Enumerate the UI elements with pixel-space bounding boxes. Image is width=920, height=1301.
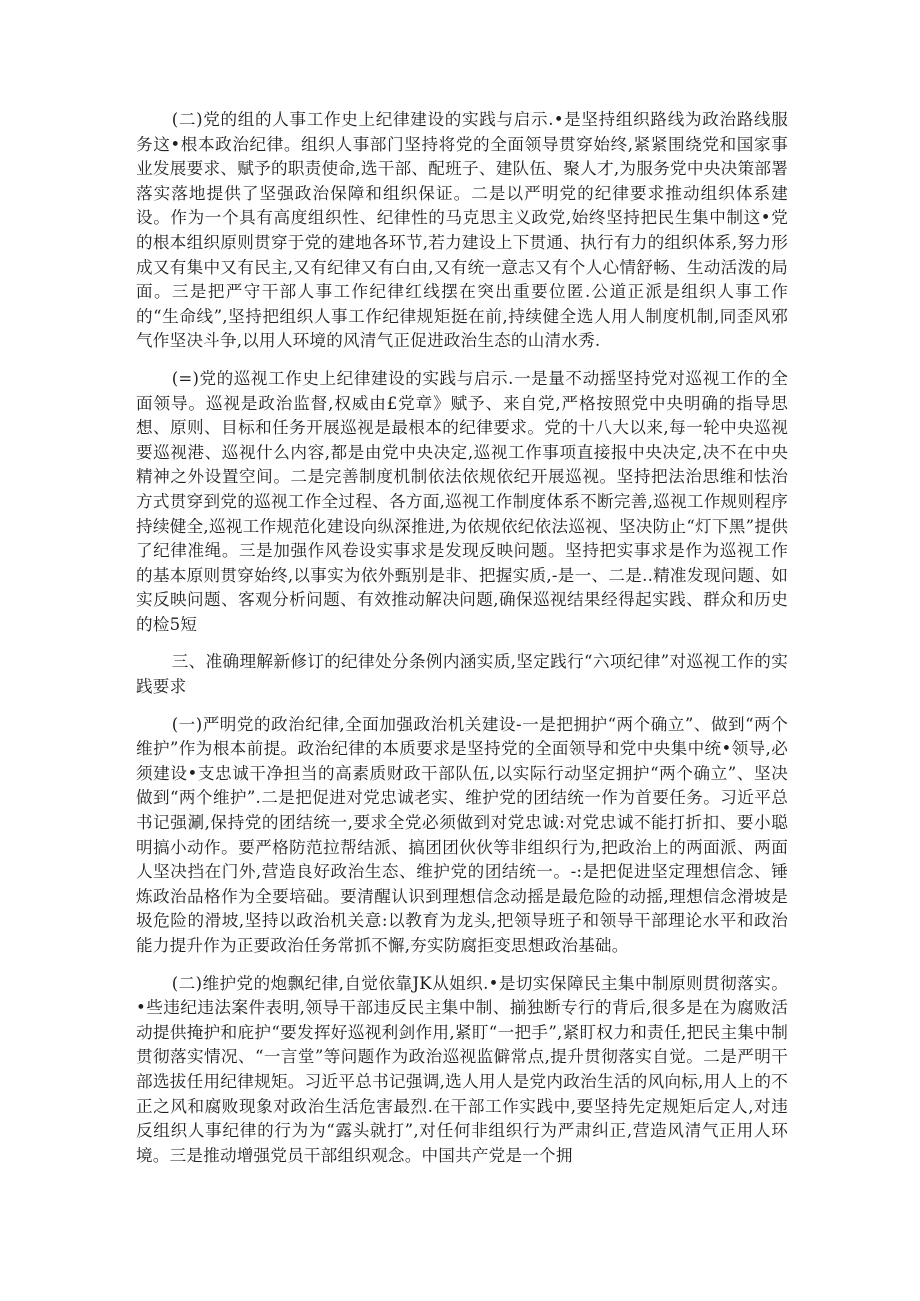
paragraph-personnel-discipline: (二)党的组的人事工作史上纪律建设的实践与启示.•是坚持组织路线为政治路线服务这•根本政治纪律。组织人事部门坚持将党的全面领导贯穿始终,紧紧围绕党和国家事业发展要求、赋予的职责使命,选干部、配班子、建队伍、聚人才,为服务党中央决策部署落实落地提供了坚强政治保障和组织保证。二是以严明党的纪律要求推动组织体系建设。作为一个具有高度组织性、纪律性的马克思主义政党,始终坚持把民生集中制这•党的根本组织原则贯穿于党的建地各环节,若力建设上下贯通、执行有力的组织体系,努力形成又有集中又有民主,又有纪律又有白由,又有统一意志又有个人心情舒畅、生动活泼的局面。三是把严守干部人事工作纪律红线摆在突出重要位匿.公道正派是组织人事工作的“生命线”,坚持把组织人事工作纪律规矩挺在前,持续健全选人用人制度机制,同歪风邪气作坚决斗争,以用人环境的风清气正促进政治生态的山清水秀. <box>136 110 788 351</box>
document-page <box>136 108 788 1168</box>
paragraph-inspection-discipline: (=)党的巡视工作史上纪律建设的实践与启示.一是量不动摇坚持党对巡视工作的全面领导。巡视是政治监督,权威由£党章》赋予、来自党,严格按照党中央明确的指导思想、原则、目标和任务开展巡视是最根本的纪律要求。党的十八大以来,每一轮中央巡视要巡视港、巡视什么内容,都是由党中央决定,巡视工作事项直接报中央决定,决不在中央精神之外设置空间。二是完善制度机制依法依规依纪开展巡视。坚持把法治思维和怯治方式贯穿到党的巡视工作全过程、各方面,巡视工作制度体系不断完善,巡视工作规则程序持续健全,巡视工作规范化建设向纵深推进,为依规依纪依法巡视、坚决防止“灯下黑”提供了纪律准绳。三是加强作风卷设实事求是发现反映问题。坚持把实事求是作为巡视工作的基本原则贯穿始终,以事实为依外甄别是非、把握实质,-是一、二是..精准发现问题、如实反映问题、客观分析问题、有效推动解决问题,确保巡视结果经得起实践、群众和历史的检5短 <box>136 368 788 634</box>
section-heading-three: 三、准确理解新修订的纪律处分条例内涵实质,坚定践行“六项纪律”对巡视工作的实践要求 <box>136 652 788 697</box>
paragraph-organizational-discipline: (二)维护党的炮飘纪律,自觉依靠JK从姐织.•是切实保障民主集中制原则贯彻落实。•些违纪违法案件表明,领导干部违反民主集中制、揃独断专行的背后,很多是在为腐败活动提供掩护和庇护“要发挥好巡视利剑作用,紧盯“一把手”,紧盯权力和责任,把民主集中制贯彻落实情况、“一言堂”等问题作为政治巡视监僻常点,提升贯彻落实自觉。二是严明干部选拔任用纪律规矩。习近平总书记强调,选人用人是党内政治生活的风向标,用人上的不正之风和腐败现象对政治生活危害最烈.在干部工作实践中,要坚持先定规矩后定人,对违反组织人事纪律的行为为“露头就打”,对任何非组织行为严肃纠正,营造风清气正用人环境。三是推动增强党员干部组织观念。中国共产党是一个拥 <box>136 973 788 1165</box>
paragraph-political-discipline: (一)严明党的政治纪律,全面加强政治机关建设-一是把拥护“两个确立”、做到“两个维护”作为根本前提。政治纪律的本质要求是坚持党的全面领导和党中央集中统•领导,必须建设•支忠诚干净担当的高素质财政干部队伍,以实际行动坚定拥护“两个确立”、坚决做到“两个维护”.二是把促进对党忠诚老实、维护党的团结统一作为首要任务。习近平总书记强涮,保持党的团结统一,要求全党必须做到对党忠诚:对党忠诚不能打折扣、要小聪明搞小动作。要严格防范拉帮结派、搞团团伙伙等非组织行为,把政治上的两面派、两面人坚决挡在门外,营造良好政治生态、维护党的团结统一。-:是把促进坚定理想信念、锤炼政治品格作为全要培础。要清醒认识到理想信念动摇是最危险的动摇,理想信念滑坡是圾危险的滑坡,坚持以政治机关意:以教育为龙头,把领导班子和领导干部理论水平和政治能力提升作为正要政治任务常抓不懈,夯实防腐拒变思想政治基础。 <box>136 714 788 955</box>
